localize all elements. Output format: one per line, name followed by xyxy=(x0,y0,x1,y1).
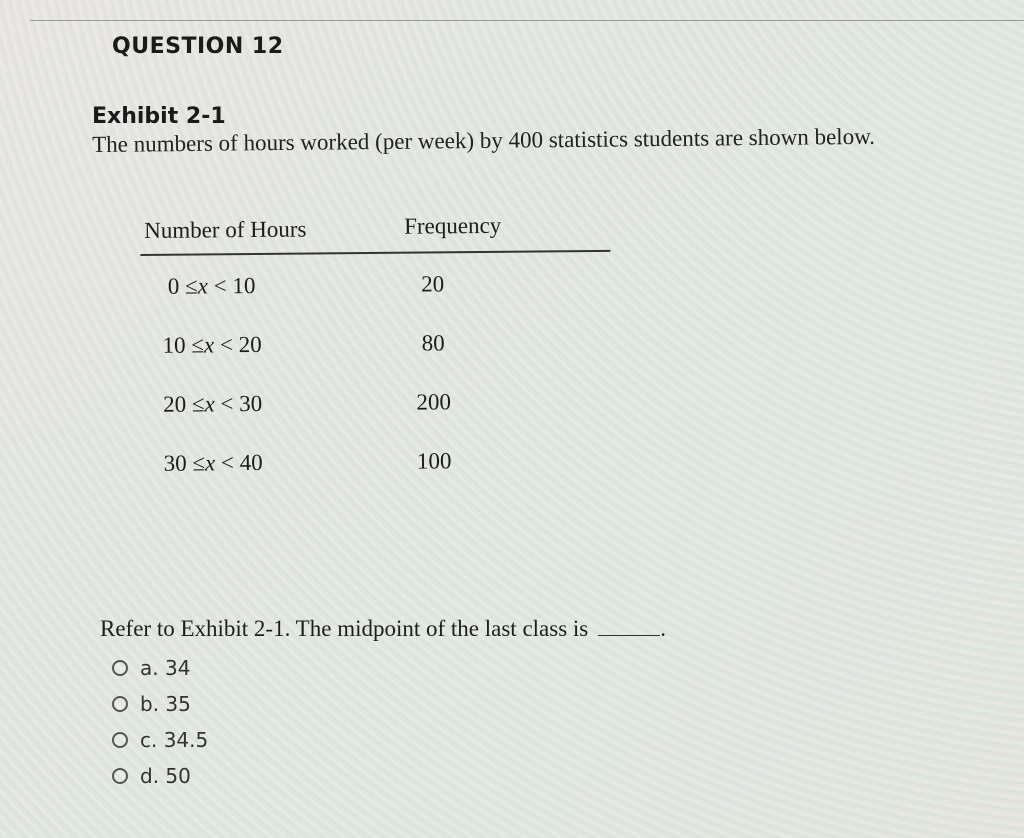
option-d-label: d. 50 xyxy=(140,764,191,788)
answer-blank xyxy=(598,617,660,636)
class-interval: 0 ≤x < 10 xyxy=(167,272,256,299)
class-interval: 30 ≤x < 40 xyxy=(163,449,263,476)
option-a[interactable] xyxy=(112,650,208,686)
radio-button-b[interactable] xyxy=(112,696,128,712)
question-heading: QUESTION 12 xyxy=(112,34,284,59)
option-c-label: c. 34.5 xyxy=(140,728,209,752)
question-prompt-end: . xyxy=(660,616,666,641)
column-header-frequency: Frequency xyxy=(404,212,502,239)
option-b[interactable] xyxy=(112,686,208,722)
option-a-label: a. 34 xyxy=(140,656,191,680)
frequency-table xyxy=(140,208,622,492)
class-interval: 20 ≤x < 30 xyxy=(163,390,263,417)
table-row xyxy=(140,252,620,315)
exhibit-title: Exhibit 2-1 xyxy=(92,104,226,129)
radio-button-a[interactable] xyxy=(112,660,128,676)
top-divider xyxy=(30,20,1024,21)
column-header-hours: Number of Hours xyxy=(144,216,307,243)
radio-button-d[interactable] xyxy=(112,768,128,784)
class-frequency: 20 xyxy=(421,271,445,297)
exhibit-description: The numbers of hours worked (per week) by 400 statistics students are shown below. xyxy=(92,123,876,157)
table-row xyxy=(141,311,621,374)
radio-button-c[interactable] xyxy=(112,732,128,748)
option-c[interactable] xyxy=(112,722,208,758)
option-b-label: b. 35 xyxy=(140,692,191,716)
answer-options xyxy=(112,650,208,794)
class-frequency: 100 xyxy=(416,448,452,474)
class-interval: 10 ≤x < 20 xyxy=(162,331,262,358)
class-frequency: 80 xyxy=(421,330,445,356)
table-header xyxy=(140,208,610,256)
class-frequency: 200 xyxy=(416,389,452,415)
question-prompt-text: Refer to Exhibit 2-1. The midpoint of the last class is xyxy=(100,616,589,641)
option-d[interactable] xyxy=(112,758,208,794)
question-prompt xyxy=(100,616,666,642)
table-row xyxy=(142,429,622,492)
table-row xyxy=(141,370,621,433)
